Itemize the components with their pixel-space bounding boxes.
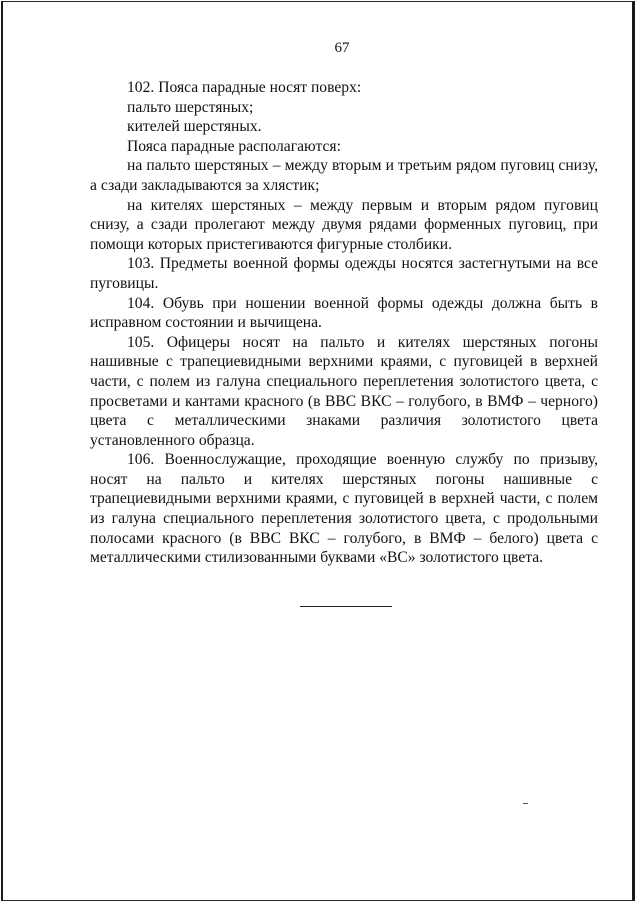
paragraph-belt-placement: Пояса парадные располагаются: (127, 137, 341, 155)
paragraph-105: 105. Офицеры носят на пальто и кителях шерстяных погоны нашивные с трапециевидными верхними краями, с пуговицей в верхней части, с полем из галуна специального переплетения золотистого цвета, с просветами и кантами красного (в ВВС ВКС – голубого, в ВМФ – черного) цвета с металлическими знаками различия золотистого цвета установленного образца. (90, 333, 598, 449)
page-number: 67 (334, 40, 350, 56)
paragraph-103: 103. Предметы военной формы одежды носятся застегнутыми на все пуговицы. (90, 255, 598, 292)
scan-speck (523, 803, 528, 804)
document-body (90, 78, 598, 568)
paragraph-104: 104. Обувь при ношении военной формы одежды должна быть в исправном состоянии и вычищена. (90, 294, 598, 332)
paragraph-belt-on-coat: на пальто шерстяных – между вторым и третьим рядом пуговиц снизу, а сзади закладываются за хлястик; (90, 157, 598, 194)
paragraph-tunic-item: кителей шерстяных. (127, 118, 262, 136)
paragraph-102-intro: 102. Пояса парадные носят поверх: (127, 79, 362, 96)
paragraph-106: 106. Военнослужащие, проходящие военную службу по призыву, носят на пальто и кителях шерстяных погоны нашивные с трапециевидными верхними краями, с пуговицей в верхней части, с полем из галуна специального переплетения золотистого цвета, с продольными полосами красного (в ВВС ВКС – голубого, в ВМФ – белого) цвета с металлическими стилизованными буквами «ВС» золотистого цвета. (90, 451, 598, 567)
paragraph-coat-item: пальто шерстяных; (127, 98, 254, 116)
paragraph-belt-on-tunic: на кителях шерстяных – между первым и вторым рядом пуговиц снизу, а сзади пролегают между двумя рядами форменных пуговиц, при помощи которых пристегиваются фигурные столбики. (90, 196, 598, 253)
end-separator-line (300, 606, 392, 607)
